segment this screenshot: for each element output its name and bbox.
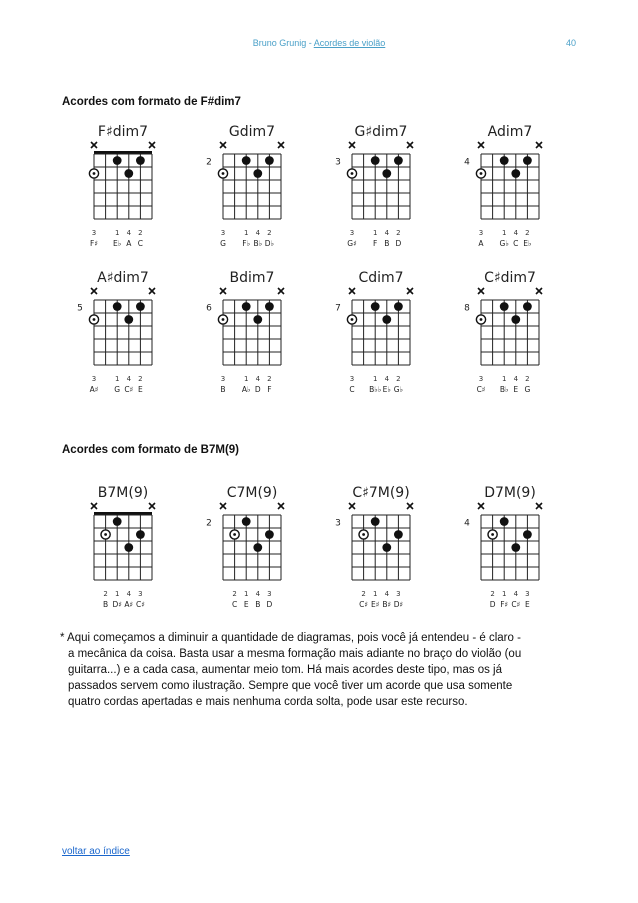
note-name: G♭ xyxy=(393,385,404,394)
muted-string-icon xyxy=(536,142,542,148)
muted-string-icon xyxy=(349,503,355,509)
note-name: B♭ xyxy=(253,239,263,248)
note-name: F♯ xyxy=(90,239,98,248)
note-name: E♭ xyxy=(113,239,122,248)
finger-dot xyxy=(382,315,391,324)
finger-number: 3 xyxy=(220,229,226,237)
note-name: G♭ xyxy=(499,239,509,248)
note-name: C xyxy=(349,385,355,394)
finger-number: 3 xyxy=(138,590,143,598)
note-name: E xyxy=(513,385,519,394)
finger-dot xyxy=(523,530,532,539)
finger-number: 2 xyxy=(396,375,401,383)
muted-string-icon xyxy=(407,142,413,148)
finger-number: 4 xyxy=(126,590,132,598)
finger-number: 2 xyxy=(232,590,237,598)
finger-dot xyxy=(242,156,251,165)
finger-dot xyxy=(382,543,391,552)
note-name: D♭ xyxy=(264,239,275,248)
muted-string-icon xyxy=(149,503,155,509)
note-name: E♭ xyxy=(523,239,532,248)
note-name: G♯ xyxy=(347,239,357,248)
muted-string-icon xyxy=(536,503,542,509)
chord-diagram xyxy=(320,116,435,281)
chord-diagram xyxy=(62,116,177,281)
finger-number: 2 xyxy=(361,590,366,598)
note-name: B xyxy=(103,600,109,609)
page-number: 40 xyxy=(566,38,577,48)
root-finger-dot-center xyxy=(222,318,225,321)
finger-number: 3 xyxy=(267,590,272,598)
muted-string-icon xyxy=(349,142,355,148)
chord-name: Bdim7 xyxy=(229,270,275,286)
note-name: B xyxy=(384,239,390,248)
root-finger-dot-center xyxy=(351,172,354,175)
finger-dot xyxy=(253,315,262,324)
finger-number: 2 xyxy=(138,229,143,237)
note-name: C♯ xyxy=(124,385,134,394)
note-name: A♯ xyxy=(89,385,99,394)
chord-diagram xyxy=(191,477,306,642)
muted-string-icon xyxy=(91,142,97,148)
finger-number: 4 xyxy=(255,590,261,598)
note-line: passados servem como ilustração. Sempre que você tiver um acorde que usa somente xyxy=(68,680,513,692)
finger-number: 3 xyxy=(478,375,484,383)
muted-string-icon xyxy=(349,288,355,294)
muted-string-icon xyxy=(478,288,484,294)
note-name: D xyxy=(489,600,496,609)
finger-number: 3 xyxy=(91,375,97,383)
note-line: a mecânica da coisa. Basta usar a mesma formação mais adiante no braço do violão (ou xyxy=(68,648,522,660)
finger-dot xyxy=(124,315,133,324)
chord-name: C♯dim7 xyxy=(484,270,536,286)
chord-diagram xyxy=(191,262,306,427)
fret-number: 8 xyxy=(464,303,470,314)
finger-dot xyxy=(113,302,122,311)
fret-number: 3 xyxy=(335,518,341,529)
finger-dot xyxy=(265,156,274,165)
finger-number: 2 xyxy=(490,590,495,598)
finger-dot xyxy=(500,517,509,526)
fret-number: 4 xyxy=(464,518,470,529)
finger-number: 1 xyxy=(501,590,507,598)
note-name: E♯ xyxy=(371,600,380,609)
root-finger-dot-center xyxy=(222,172,225,175)
muted-string-icon xyxy=(278,503,284,509)
fret-number: 2 xyxy=(206,157,212,168)
note-name: A♭ xyxy=(241,385,251,394)
finger-dot xyxy=(136,156,145,165)
finger-dot xyxy=(136,530,145,539)
finger-number: 1 xyxy=(243,590,249,598)
chord-diagram xyxy=(191,116,306,281)
finger-dot xyxy=(523,156,532,165)
header-title xyxy=(0,38,638,48)
section-title-dim7: Acordes com formato de F#dim7 xyxy=(62,96,241,108)
finger-number: 2 xyxy=(138,375,143,383)
finger-dot xyxy=(371,302,380,311)
finger-number: 2 xyxy=(396,229,401,237)
finger-dot xyxy=(511,315,520,324)
chord-name: Adim7 xyxy=(487,124,533,140)
finger-dot xyxy=(394,530,403,539)
muted-string-icon xyxy=(536,288,542,294)
fret-number: 6 xyxy=(206,303,212,314)
finger-number: 4 xyxy=(513,590,519,598)
fret-number: 2 xyxy=(206,518,212,529)
header-author: Bruno Grunig - xyxy=(252,38,314,48)
note-name: C xyxy=(137,239,144,248)
root-finger-dot-center xyxy=(491,533,494,536)
note-name: C xyxy=(231,600,238,609)
finger-number: 3 xyxy=(396,590,401,598)
finger-number: 1 xyxy=(243,375,249,383)
finger-number: 2 xyxy=(267,375,272,383)
note-name: B xyxy=(255,600,261,609)
finger-dot xyxy=(511,169,520,178)
note-name: B xyxy=(220,385,226,394)
root-finger-dot-center xyxy=(93,172,96,175)
finger-number: 3 xyxy=(349,375,355,383)
root-finger-dot-center xyxy=(93,318,96,321)
root-finger-dot-center xyxy=(351,318,354,321)
note-name: B♯ xyxy=(382,600,392,609)
note-name: D♯ xyxy=(112,600,122,609)
finger-number: 2 xyxy=(267,229,272,237)
finger-dot xyxy=(511,543,520,552)
finger-dot xyxy=(242,302,251,311)
fret-number: 7 xyxy=(335,303,341,314)
finger-number: 1 xyxy=(114,229,120,237)
finger-number: 4 xyxy=(513,229,519,237)
finger-number: 4 xyxy=(255,229,261,237)
finger-number: 2 xyxy=(525,375,530,383)
chord-diagram xyxy=(449,116,564,281)
section-title-7m9: Acordes com formato de B7M(9) xyxy=(62,444,240,456)
root-finger-dot-center xyxy=(233,533,236,536)
finger-dot xyxy=(371,517,380,526)
finger-dot xyxy=(371,156,380,165)
note-name: E xyxy=(243,600,249,609)
page-header xyxy=(0,38,638,52)
finger-dot xyxy=(242,517,251,526)
muted-string-icon xyxy=(478,142,484,148)
finger-number: 1 xyxy=(501,375,507,383)
note-name: D♯ xyxy=(393,600,404,609)
finger-dot xyxy=(500,302,509,311)
note-name: F xyxy=(267,385,272,394)
root-finger-dot-center xyxy=(480,318,483,321)
finger-number: 3 xyxy=(478,229,484,237)
note-name: C♯ xyxy=(135,600,145,609)
muted-string-icon xyxy=(91,503,97,509)
finger-number: 3 xyxy=(525,590,530,598)
muted-string-icon xyxy=(149,288,155,294)
finger-dot xyxy=(523,302,532,311)
muted-string-icon xyxy=(220,503,226,509)
note-name: G xyxy=(524,385,531,394)
note-name: E xyxy=(525,600,530,609)
finger-dot xyxy=(136,302,145,311)
finger-number: 1 xyxy=(114,375,120,383)
muted-string-icon xyxy=(278,142,284,148)
finger-dot xyxy=(500,156,509,165)
note-name: C♯ xyxy=(511,600,521,609)
muted-string-icon xyxy=(220,288,226,294)
finger-dot xyxy=(265,302,274,311)
chord-name: D7M(9) xyxy=(484,485,536,501)
chord-name: B7M(9) xyxy=(97,485,149,501)
explanation-note xyxy=(60,630,600,710)
note-name: F♯ xyxy=(500,600,509,609)
finger-dot xyxy=(382,169,391,178)
note-name: A xyxy=(126,239,132,248)
note-line: quatro cordas apertadas e mais nenhuma corda solta, pode usar este recurso. xyxy=(68,696,468,708)
muted-string-icon xyxy=(478,503,484,509)
muted-string-icon xyxy=(407,288,413,294)
finger-number: 4 xyxy=(384,229,390,237)
note-name: F♭ xyxy=(242,239,251,248)
chord-name: C♯7M(9) xyxy=(352,485,410,501)
chord-diagram xyxy=(449,262,564,427)
finger-number: 1 xyxy=(114,590,120,598)
chord-name: A♯dim7 xyxy=(97,270,149,286)
note-name: C xyxy=(513,239,519,248)
note-name: D xyxy=(395,239,402,248)
note-line: guitarra...) e a cada casa, aumentar meio tom. Há mais acordes deste tipo, mas os já xyxy=(68,664,503,676)
chord-name: Gdim7 xyxy=(228,124,276,140)
note-name: E xyxy=(138,385,143,394)
finger-number: 1 xyxy=(372,590,378,598)
note-name: D xyxy=(266,600,273,609)
note-name: D xyxy=(254,385,261,394)
finger-dot xyxy=(394,156,403,165)
back-to-index-link[interactable]: voltar ao índice xyxy=(62,846,130,857)
finger-number: 1 xyxy=(372,375,378,383)
note-name: E♭ xyxy=(382,385,391,394)
note-name: F xyxy=(373,239,378,248)
finger-number: 4 xyxy=(126,229,132,237)
note-name: B♭ xyxy=(499,385,509,394)
note-name: G xyxy=(220,239,226,248)
finger-number: 3 xyxy=(349,229,355,237)
finger-dot xyxy=(113,517,122,526)
muted-string-icon xyxy=(149,142,155,148)
note-name: C♯ xyxy=(476,385,486,394)
finger-number: 4 xyxy=(513,375,519,383)
chord-diagram xyxy=(62,477,177,642)
chord-name: F♯dim7 xyxy=(97,124,149,140)
finger-number: 4 xyxy=(126,375,132,383)
finger-dot xyxy=(253,543,262,552)
finger-dot xyxy=(394,302,403,311)
finger-number: 1 xyxy=(243,229,249,237)
note-name: A♯ xyxy=(124,600,134,609)
note-name: B♭♭ xyxy=(369,385,382,394)
chord-diagram xyxy=(320,262,435,427)
header-book-link[interactable]: Acordes de violão xyxy=(313,38,386,48)
chord-name: G♯dim7 xyxy=(354,124,408,140)
finger-dot xyxy=(124,169,133,178)
finger-dot xyxy=(253,169,262,178)
muted-string-icon xyxy=(220,142,226,148)
chord-name: Cdim7 xyxy=(358,270,404,286)
fret-number: 5 xyxy=(77,303,83,314)
finger-number: 2 xyxy=(525,229,530,237)
muted-string-icon xyxy=(91,288,97,294)
finger-number: 1 xyxy=(501,229,507,237)
finger-number: 4 xyxy=(384,375,390,383)
chord-diagram xyxy=(62,262,177,427)
finger-dot xyxy=(265,530,274,539)
finger-number: 2 xyxy=(103,590,108,598)
chord-name: C7M(9) xyxy=(226,485,278,501)
note-name: G xyxy=(114,385,121,394)
note-line: * Aqui começamos a diminuir a quantidade de diagramas, pois você já entendeu - é claro - xyxy=(60,632,521,644)
fret-number: 4 xyxy=(464,157,470,168)
finger-dot xyxy=(113,156,122,165)
note-name: C♯ xyxy=(359,600,369,609)
chord-diagram xyxy=(320,477,435,642)
finger-number: 1 xyxy=(372,229,378,237)
finger-number: 3 xyxy=(91,229,97,237)
root-finger-dot-center xyxy=(362,533,365,536)
finger-number: 4 xyxy=(255,375,261,383)
root-finger-dot-center xyxy=(104,533,107,536)
root-finger-dot-center xyxy=(480,172,483,175)
finger-number: 3 xyxy=(220,375,226,383)
chord-diagram xyxy=(449,477,564,642)
fret-number: 3 xyxy=(335,157,341,168)
finger-dot xyxy=(124,543,133,552)
muted-string-icon xyxy=(278,288,284,294)
note-name: A xyxy=(478,239,484,248)
muted-string-icon xyxy=(407,503,413,509)
finger-number: 4 xyxy=(384,590,390,598)
